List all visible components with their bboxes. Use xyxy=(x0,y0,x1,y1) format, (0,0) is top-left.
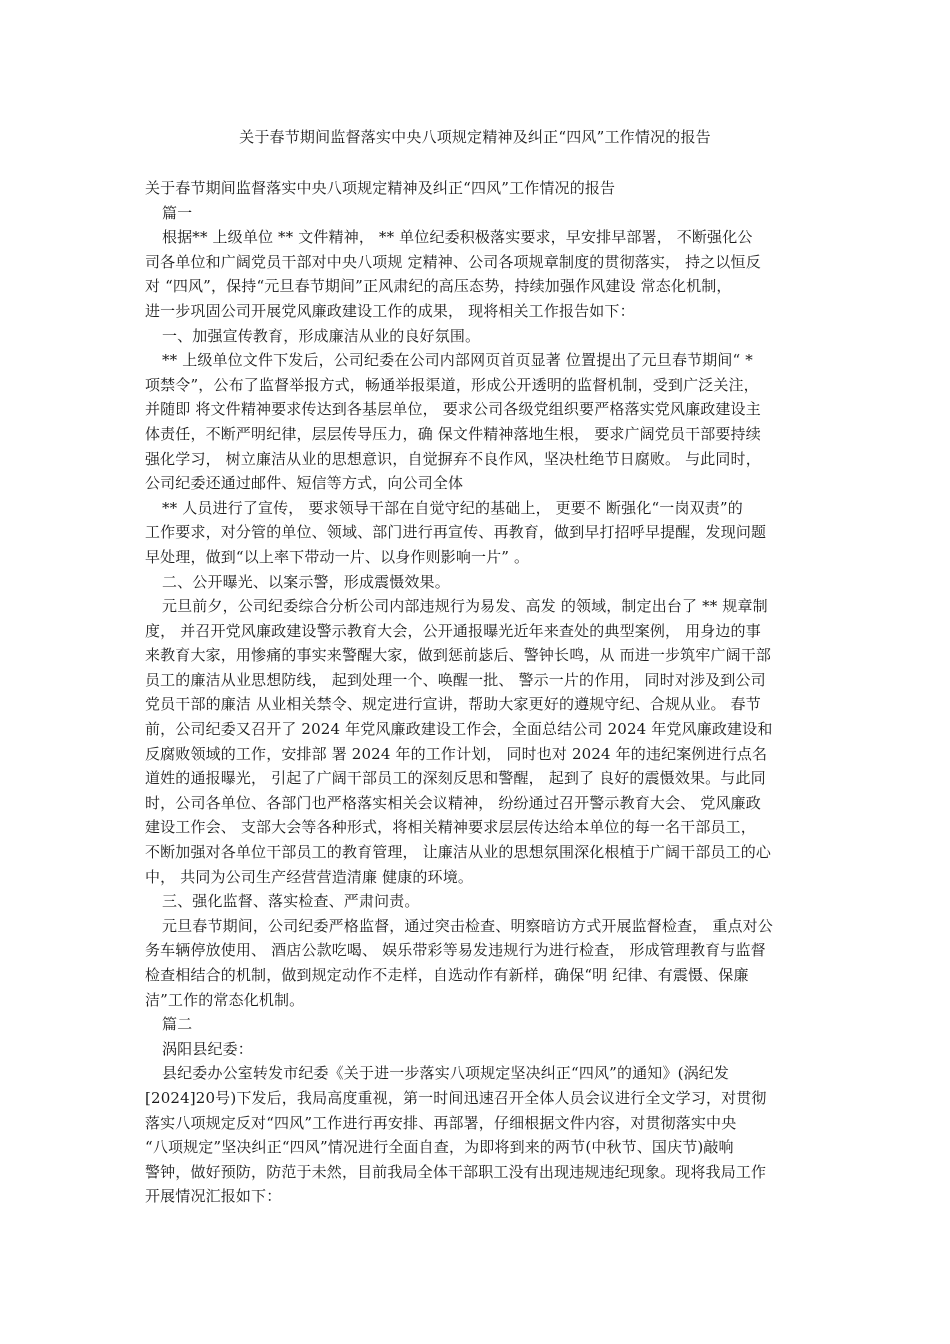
text-line: 来教育大家，用惨痛的事实来警醒大家，做到惩前毖后、警钟长鸣，从 而进一步筑牢广阔干部 xyxy=(145,646,772,665)
text-line: 早处理，做到“以上率下带动一片、以身作则影响一片” 。 xyxy=(145,547,530,566)
text-line: 前，公司纪委又召开了 2024 年党风廉政建设工作会，全面总结公司 2024 年党风廉政建设和 xyxy=(145,720,773,739)
text-line: 体责任，不断严明纪律，层层传导压力，确 保文件精神落地生根， 要求广阔党员干部要持续 xyxy=(145,424,761,443)
text-line: 县纪委办公室转发市纪委《关于进一步落实八项规定坚决纠正“四风”的通知》(涡纪发 xyxy=(162,1064,730,1083)
text-line: 洁”工作的常态化机制。 xyxy=(145,990,305,1009)
document-body xyxy=(145,176,809,1209)
text-line: [2024]20号)下发后，我局高度重视，第一时间迅速召开全体人员会议进行全文学习，对贯彻 xyxy=(145,1088,767,1107)
text-line: 不断加强对各单位干部员工的教育管理， 让廉洁从业的思想氛围深化根植于广阔干部员工的心 xyxy=(145,843,772,862)
text-line: 元旦春节期间，公司纪委严格监督，通过突击检查、明察暗访方式开展监督检查， 重点对公 xyxy=(162,916,773,935)
text-line: 反腐败领域的工作，安排部 署 2024 年的工作计划， 同时也对 2024 年的违纪案例进行点名 xyxy=(145,744,768,763)
text-line: 项禁令”，公布了监督举报方式，畅通举报渠道，形成公开透明的监督机制，受到广泛关注， xyxy=(145,375,759,394)
text-line: 进一步巩固公司开展党风廉政建设工作的成果， 现将相关工作报告如下： xyxy=(145,301,635,320)
text-line: 元旦前夕，公司纪委综合分析公司内部违规行为易发、高发 的领域，制定出台了 ** 规章制 xyxy=(162,597,768,616)
text-line: 篇二 xyxy=(162,1015,193,1034)
text-line: 公司纪委还通过邮件、短信等方式，向公司全体 xyxy=(145,474,464,493)
text-line: 警钟，做好预防，防范于未然，目前我局全体干部职工没有出现违规违纪现象。现将我局工作 xyxy=(145,1162,767,1181)
text-line: 关于春节期间监督落实中央八项规定精神及纠正“四风”工作情况的报告 xyxy=(145,179,616,197)
text-line: ** 上级单位文件下发后，公司纪委在公司内部网页首页显著 位置提出了元旦春节期间“ * xyxy=(162,351,753,370)
text-line: 强化学习， 树立廉洁从业的思想意识，自觉摒弃不良作风，坚决杜绝节日腐败。 与此同时， xyxy=(145,449,761,468)
text-line: 开展情况汇报如下： xyxy=(145,1187,282,1206)
text-line: 建设工作会、 支部大会等各种形式，将相关精神要求层层传达给本单位的每一名干部员工， xyxy=(145,818,756,837)
text-line: 根据** 上级单位 ** 文件精神， ** 单位纪委积极落实要求，早安排早部署， 不断强化公 xyxy=(162,228,753,247)
text-line: 落实八项规定反对“四风”工作进行再安排、再部署，仔细根据文件内容，对贯彻落实中央 xyxy=(145,1113,737,1132)
text-line: 涡阳县纪委： xyxy=(162,1039,253,1058)
text-line: 对 “四风”，保持“元旦春节期间”正风肃纪的高压态势，持续加强作风建设 常态化机制， xyxy=(145,277,732,296)
text-line: “八项规定”坚决纠正“四风”情况进行全面自查，为即将到来的两节(中秋节、国庆节)敲响 xyxy=(145,1138,734,1157)
text-line: 度， 并召开党风廉政建设警示教育大会，公开通报曝光近年来查处的典型案例， 用身边的事 xyxy=(145,621,761,640)
text-line: 篇一 xyxy=(162,203,193,222)
text-line: 道姓的通报曝光， 引起了广阔干部员工的深刻反思和警醒， 起到了 良好的震慑效果。与此同 xyxy=(145,769,766,788)
text-line: 工作要求，对分管的单位、领域、部门进行再宣传、再教育，做到早打招呼早提醒，发现问题 xyxy=(145,523,767,542)
text-line: 员工的廉洁从业思想防线， 起到处理一个、唤醒一批、 警示一片的作用， 同时对涉及到公司 xyxy=(145,670,766,689)
text-line: 务车辆停放使用、 酒店公款吃喝、 娱乐带彩等易发违规行为进行检查， 形成管理教育与监督 xyxy=(145,941,766,960)
text-line: 二、公开曝光、以案示警，形成震慑效果。 xyxy=(162,572,450,591)
text-line: 一、加强宣传教育，形成廉洁从业的良好氛围。 xyxy=(162,326,481,345)
text-line: 时，公司各单位、各部门也严格落实相关会议精神， 纷纷通过召开警示教育大会、 党风廉政 xyxy=(145,793,761,812)
text-line: 三、强化监督、落实检查、严肃问责。 xyxy=(162,892,420,911)
text-line: 党员干部的廉洁 从业相关禁令、规定进行宣讲，帮助大家更好的遵规守纪、合规从业。 春节 xyxy=(145,695,761,714)
text-line: ** 人员进行了宣传， 要求领导干部在自觉守纪的基础上， 更要不 断强化“一岗双责”的 xyxy=(162,498,743,517)
text-line: 检查相结合的机制，做到规定动作不走样，自选动作有新样，确保“明 纪律、有震慑、保廉 xyxy=(145,966,749,984)
text-line: 司各单位和广阔党员干部对中央八项规 定精神、公司各项规章制度的贯彻落实， 持之以恒反 xyxy=(145,252,761,271)
text-line: 并随即 将文件精神要求传达到各基层单位， 要求公司各级党组织要严格落实党风廉政建设主 xyxy=(145,400,761,419)
text-line: 中， 共同为公司生产经营营造清廉 健康的环境。 xyxy=(145,867,473,886)
document-title: 关于春节期间监督落实中央八项规定精神及纠正“四风”工作情况的报告 xyxy=(239,128,711,146)
